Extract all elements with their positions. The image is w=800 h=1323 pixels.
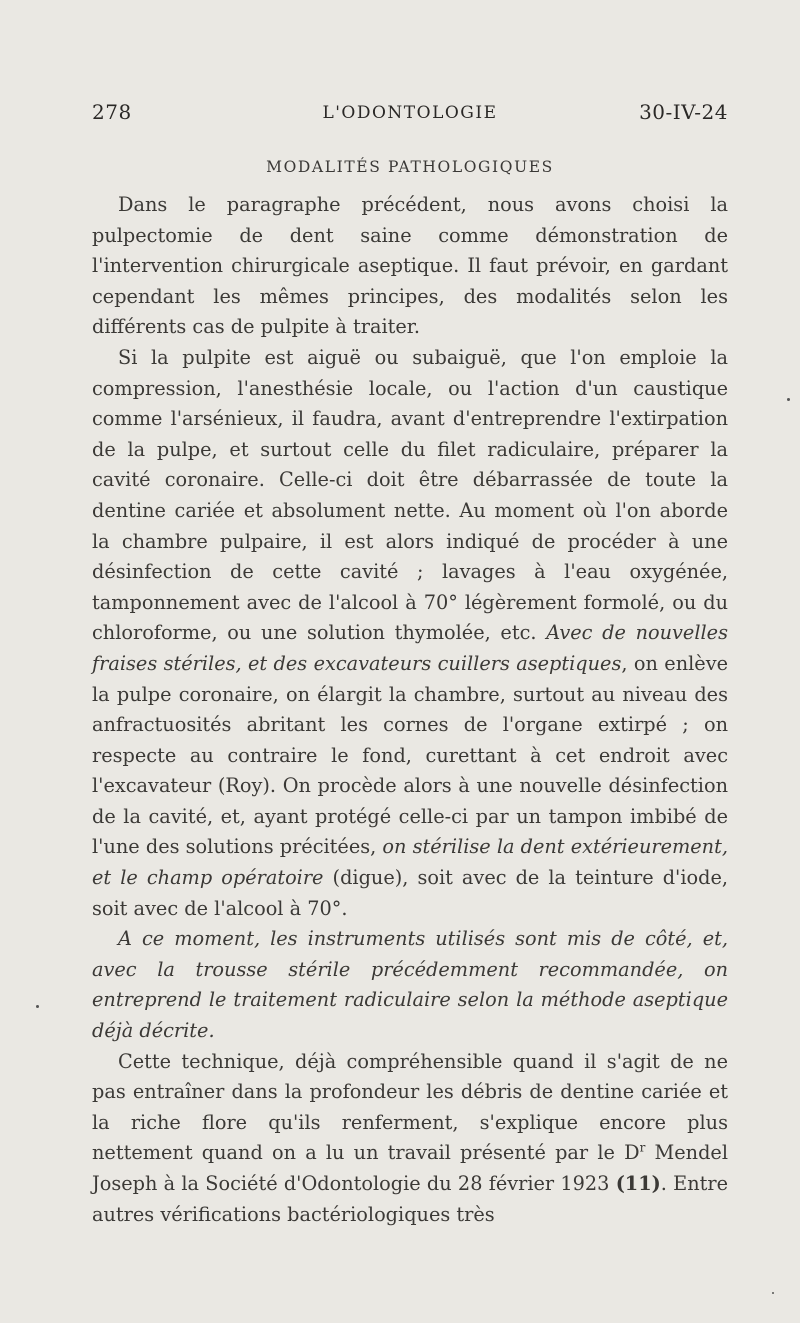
paragraph — [92, 924, 728, 1046]
paragraph-text: Dans le paragraphe précédent, nous avons choisi la pulpectomie de dent saine comme démonstration de l'intervention chirurgicale aseptique. Il faut prévoir, en gardant cependant les mêmes principes, des modalités selon les différents cas de pulpite à traiter. — [92, 193, 728, 339]
paragraph — [92, 343, 728, 924]
paragraph-text: Cette technique, déjà compréhensible quand il s'agit de ne pas entraîner dans la profondeur les débris de dentine cariée et la riche flore qu'ils renferment, s'explique encore plus nettement quand on a lu un travail présenté par le D — [92, 1049, 728, 1165]
paragraph-text: . Entre autres vérifications bactériologiques très — [92, 1172, 728, 1226]
paragraph — [92, 1047, 728, 1231]
journal-title: L'ODONTOLOGIE — [322, 103, 498, 123]
paragraph-text: (digue), soit avec de la teinture d'iode, soit avec de l'alcool à 70°. — [92, 866, 729, 920]
italic-phrase: Avec de nouvelles fraises stériles, et des excavateurs cuillers aseptiques — [92, 621, 728, 675]
paragraph-text: Si la pulpite est aiguë ou subaiguë, que l'on emploie la compression, l'anesthésie locale, ou l'action d'un caustique comme l'arsénieux, il faudra, avant d'entreprendre l'extirpation de la pulpe, et surtout celle du filet radiculaire, préparer la cavité coronaire. Celle-ci doit être débarrassée de toute la dentine cariée et absolument nette. Au moment où l'on aborde la chambre pulpaire, il est alors indiqué de procéder à une désinfection de cette cavité ; lavages à l'eau oxygénée, tamponnement avec de l'alcool à 70° légèrement formolé, ou du chloroforme, ou une solution thymolée, etc. — [92, 345, 728, 645]
body-text — [92, 190, 728, 1230]
paper-speck — [787, 398, 790, 401]
italic-phrase: on stérilise la dent extérieurement, et le champ opératoire — [92, 835, 728, 890]
reference-number: (11) — [615, 1172, 661, 1195]
paragraph — [92, 190, 728, 343]
page-number: 278 — [92, 100, 132, 124]
paper-speck — [772, 1292, 774, 1294]
section-title: MODALITÉS PATHOLOGIQUES — [266, 158, 554, 176]
paragraph-text: , on enlève la pulpe coronaire, on élargit la chambre, surtout au niveau des anfractuosités abritant les cornes de l'organe extirpé ; on respecte au contraire le fond, curettant à cet endroit avec l'excavateur (Roy). On procède alors à une nouvelle désinfection de la cavité, et, ayant protégé celle-ci par un tampon imbibé de l'une des solutions précitées, — [92, 651, 729, 859]
issue-date: 30-IV-24 — [639, 100, 728, 124]
superscript: r — [639, 1140, 646, 1155]
paragraph-text: Mendel Joseph à la Société d'Odontologie du 28 février 1923 — [92, 1141, 728, 1195]
paper-speck — [36, 1005, 39, 1008]
running-header — [92, 100, 728, 134]
italic-paragraph-text: A ce moment, les instruments utilisés sont mis de côté, et, avec la trousse stérile précédemment recommandée, on entreprend le traitement radiculaire selon la méthode aseptique déjà décrite. — [92, 927, 728, 1043]
